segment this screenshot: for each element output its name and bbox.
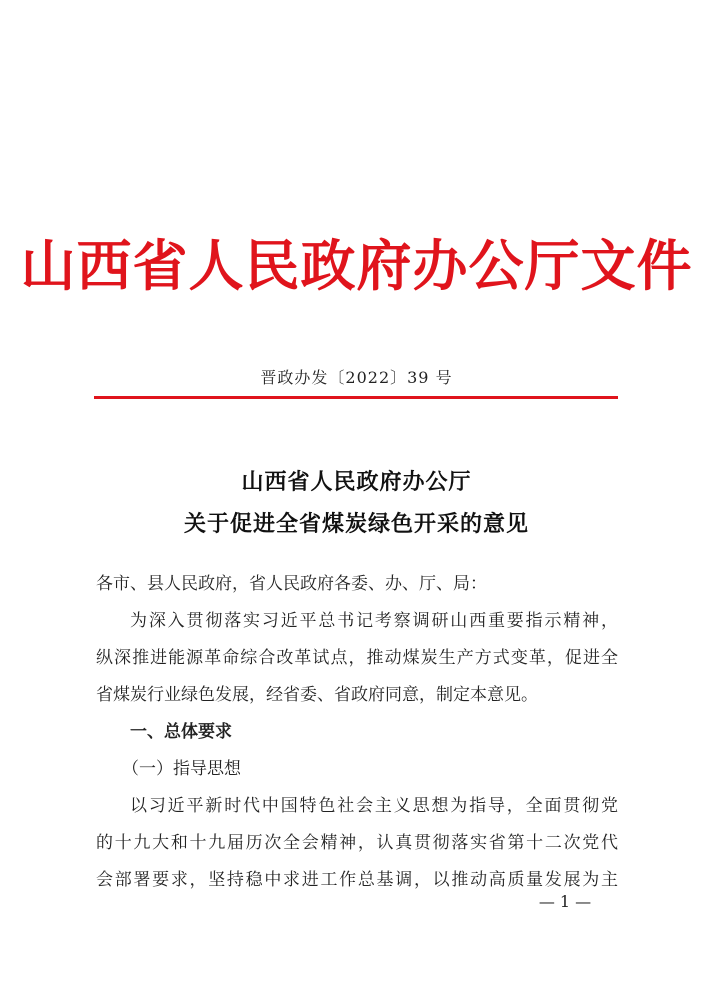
- paragraph-2-line-1: 以习近平新时代中国特色社会主义思想为指导，全面贯彻党: [130, 796, 618, 816]
- paragraph-2-line-3: 会部署要求，坚持稳中求进工作总基调，以推动高质量发展为主: [96, 870, 618, 890]
- document-number: 晋政办发〔2022〕39 号: [260, 368, 453, 387]
- paragraph-1-line-3: 省煤炭行业绿色发展，经省委、省政府同意，制定本意见。: [96, 685, 538, 705]
- section-heading-1: 一、总体要求: [130, 722, 232, 742]
- red-separator-rule: [94, 396, 618, 399]
- paragraph-1-line-2: 纵深推进能源革命综合改革试点，推动煤炭生产方式变革，促进全: [96, 648, 618, 668]
- document-masthead: 山西省人民政府办公厅文件: [20, 233, 693, 298]
- paragraph-1-line-1: 为深入贯彻落实习近平总书记考察调研山西重要指示精神，: [130, 611, 618, 631]
- document-title-line-2: 关于促进全省煤炭绿色开采的意见: [183, 511, 529, 537]
- page-number: — 1 —: [538, 892, 592, 911]
- salutation: 各市、县人民政府，省人民政府各委、办、厅、局：: [96, 574, 487, 594]
- subsection-heading-1: （一）指导思想: [122, 759, 241, 779]
- paragraph-2-line-2: 的十九大和十九届历次全会精神，认真贯彻落实省第十二次党代: [96, 833, 618, 853]
- document-title-line-1: 山西省人民政府办公厅: [241, 469, 472, 495]
